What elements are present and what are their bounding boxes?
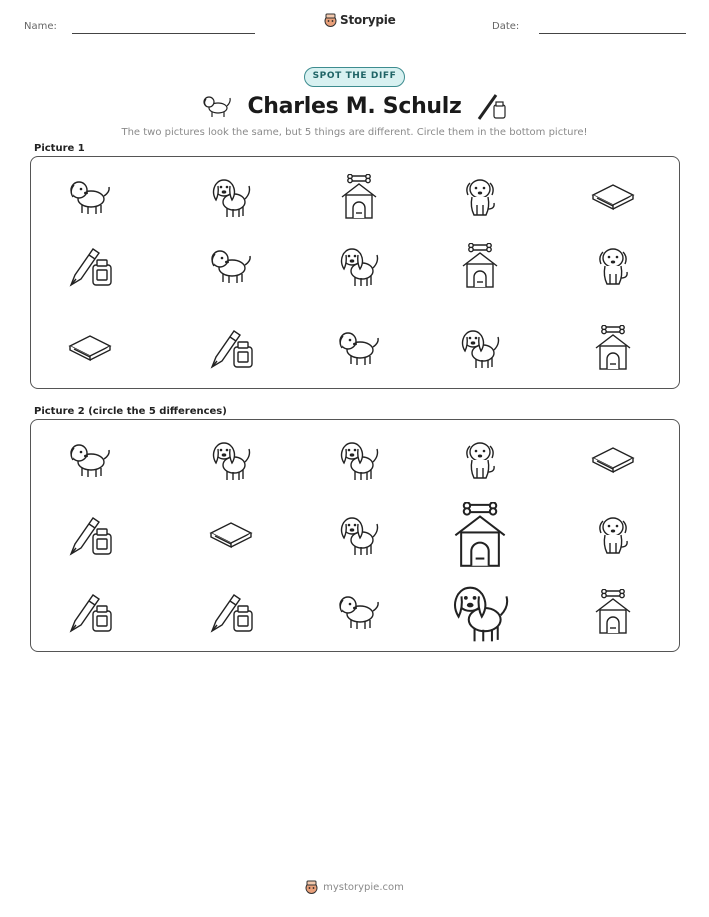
- name-line[interactable]: [72, 33, 255, 34]
- picture2-label: Picture 2 (circle the 5 differences): [34, 406, 227, 417]
- beagle-icon: [208, 437, 254, 487]
- date-line[interactable]: [539, 33, 686, 34]
- puppy-icon: [208, 246, 254, 290]
- storypie-mascot-icon: [324, 13, 337, 27]
- pen-ink-icon: [476, 91, 508, 121]
- brand-logo: [324, 13, 396, 27]
- doghouse-icon: [339, 174, 379, 224]
- instructions: The two pictures look the same, but 5 things are different. Circle them in the bottom picture!: [121, 127, 588, 138]
- book-icon: [591, 181, 635, 217]
- book-icon: [68, 332, 112, 368]
- pen-ink-icon: [65, 243, 115, 293]
- storypie-mascot-icon: [305, 880, 318, 894]
- beagle-icon: [336, 243, 382, 293]
- picture1-label: Picture 1: [34, 143, 85, 154]
- beagle-icon: [208, 174, 254, 224]
- pup-icon: [593, 244, 633, 292]
- puppy-icon: [336, 328, 382, 372]
- puppy-icon: [67, 177, 113, 221]
- page-title: Charles M. Schulz: [247, 93, 462, 119]
- title-row: [0, 89, 709, 123]
- brand-name: Storypie: [340, 13, 396, 27]
- puppy-icon: [67, 440, 113, 484]
- pen-ink-icon: [206, 325, 256, 375]
- beagle-icon: [336, 512, 382, 562]
- book-icon: [591, 444, 635, 480]
- doghouse-icon: [593, 589, 633, 639]
- puppy-icon: [336, 592, 382, 636]
- puppy-icon: [201, 93, 233, 119]
- doghouse-icon: [593, 325, 633, 375]
- doghouse-icon: [451, 502, 509, 573]
- date-label: Date:: [492, 21, 520, 32]
- footer: [0, 880, 709, 894]
- pup-icon: [593, 513, 633, 561]
- beagle-icon: [336, 437, 382, 487]
- activity-badge: SPOT THE DIFF: [304, 67, 405, 87]
- book-icon: [209, 519, 253, 555]
- pen-ink-icon: [65, 512, 115, 562]
- pen-ink-icon: [65, 589, 115, 639]
- pup-icon: [460, 438, 500, 486]
- beagle-icon: [447, 579, 514, 650]
- pup-icon: [460, 175, 500, 223]
- footer-site: mystorypie.com: [323, 881, 404, 893]
- name-label: Name:: [24, 21, 57, 32]
- beagle-icon: [457, 325, 503, 375]
- pen-ink-icon: [206, 589, 256, 639]
- doghouse-icon: [460, 243, 500, 293]
